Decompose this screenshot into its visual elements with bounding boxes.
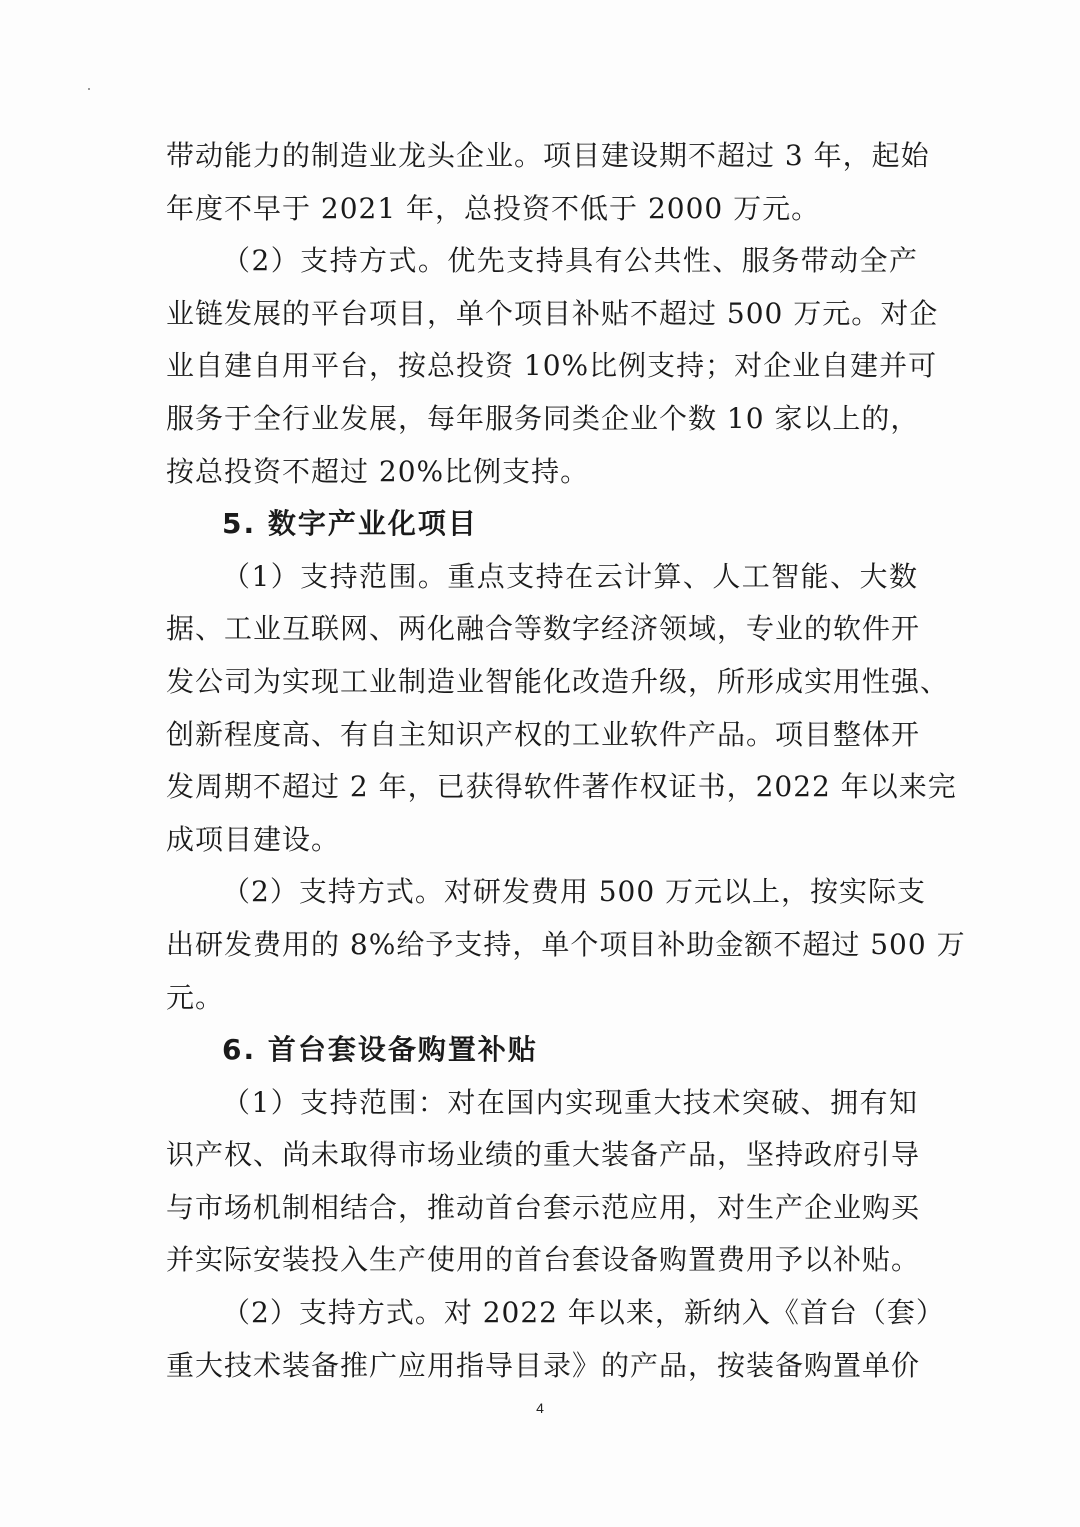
- paragraph-line: 据、工业互联网、两化融合等数字经济领域，专业的软件开: [166, 612, 921, 646]
- paragraph-line: 元。: [166, 980, 225, 1014]
- paragraph-line: 服务于全行业发展，每年服务同类企业个数 10 家以上的，: [166, 401, 920, 435]
- section-heading: 6. 首台套设备购置补贴: [222, 1033, 538, 1067]
- paragraph-line: （2）支持方式。对 2022 年以来，新纳入《首台（套）: [222, 1296, 945, 1330]
- paragraph-line: 并实际安装投入生产使用的首台套设备购置费用予以补贴。: [166, 1243, 921, 1277]
- section-heading: 5. 数字产业化项目: [222, 507, 478, 541]
- paragraph-line: 年度不早于 2021 年，总投资不低于 2000 万元。: [166, 191, 821, 225]
- scan-mark: [88, 88, 90, 90]
- paragraph-line: 业链发展的平台项目，单个项目补贴不超过 500 万元。对企: [166, 296, 939, 330]
- document-body: [166, 130, 966, 1392]
- paragraph-line: 重大技术装备推广应用指导目录》的产品，按装备购置单价: [166, 1348, 921, 1382]
- paragraph-line: （2）支持方式。优先支持具有公共性、服务带动全产: [222, 244, 918, 278]
- paragraph-line: （1）支持范围。重点支持在云计算、人工智能、大数: [222, 559, 918, 593]
- paragraph-line: 与市场机制相结合，推动首台套示范应用，对生产企业购买: [166, 1190, 921, 1224]
- paragraph-line: 成项目建设。: [166, 822, 341, 856]
- paragraph-line: 识产权、尚未取得市场业绩的重大装备产品，坚持政府引导: [166, 1138, 921, 1172]
- paragraph-line: 创新程度高、有自主知识产权的工业软件产品。项目整体开: [166, 717, 921, 751]
- paragraph-line: 按总投资不超过 20%比例支持。: [166, 454, 590, 488]
- paragraph-line: （2）支持方式。对研发费用 500 万元以上，按实际支: [222, 875, 927, 909]
- paragraph-line: 出研发费用的 8%给予支持，单个项目补助金额不超过 500 万: [166, 927, 966, 961]
- paragraph-line: 发公司为实现工业制造业智能化改造升级，所形成实用性强、: [166, 664, 950, 698]
- paragraph-line: （1）支持范围：对在国内实现重大技术突破、拥有知: [222, 1085, 918, 1119]
- paragraph-line: 业自建自用平台，按总投资 10%比例支持；对企业自建并可: [166, 349, 938, 383]
- page-number: 4: [536, 1400, 544, 1416]
- paragraph-line: 发周期不超过 2 年，已获得软件著作权证书，2022 年以来完: [166, 770, 957, 804]
- paragraph-line: 带动能力的制造业龙头企业。项目建设期不超过 3 年，起始: [166, 139, 930, 172]
